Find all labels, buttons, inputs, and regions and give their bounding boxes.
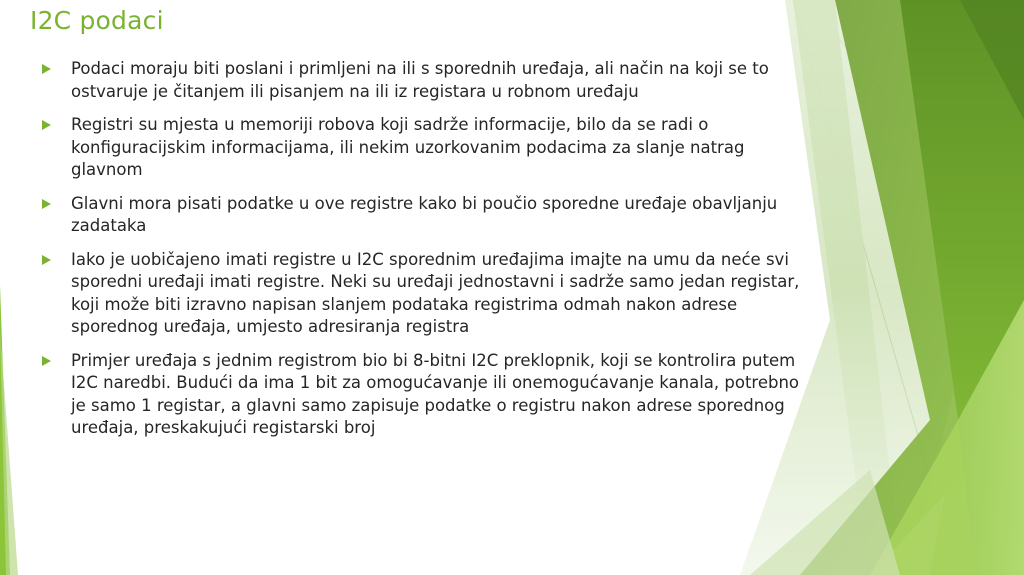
bullet-text: Iako je uobičajeno imati registre u I2C sporednim uređajima imajte na umu da neće svi sporedni uređaji imati registre. Neki su uređaji jednostavni i sadrže samo jedan registar, koji može biti izravno napisan slanjem podataka registrima odmah nakon adrese sporednog uređaja, umjesto adresiranja registra (71, 249, 800, 336)
triangle-arrow-icon (42, 356, 51, 366)
list-item (42, 350, 812, 440)
list-item (42, 193, 812, 238)
bullet-text: Glavni mora pisati podatke u ove registre kako bi poučio sporedne uređaje obavljanju zadataka (71, 193, 778, 235)
bullet-text: Registri su mjesta u memoriji robova koji sadrže informacije, bilo da se radi o konfiguracijskim informacijama, ili nekim uzorkovanim podacima za slanje natrag glavnom (71, 115, 745, 179)
triangle-arrow-icon (42, 199, 51, 209)
list-item (42, 58, 812, 103)
bullet-list (42, 58, 812, 451)
triangle-arrow-icon (42, 255, 51, 265)
slide-title: I2C podaci (30, 6, 164, 35)
list-item (42, 249, 812, 339)
bullet-text: Podaci moraju biti poslani i primljeni na ili s sporednih uređaja, ali način na koji se to ostvaruje je čitanjem ili pisanjem na ili iz registara u robnom uređaju (71, 59, 769, 101)
list-item (42, 114, 812, 182)
triangle-arrow-icon (42, 120, 51, 130)
triangle-arrow-icon (42, 64, 51, 74)
bullet-text: Primjer uređaja s jednim registrom bio bi 8-bitni I2C preklopnik, koji se kontrolira putem I2C naredbi. Budući da ima 1 bit za omogućavanje ili onemogućavanje kanala, potrebno je samo 1 registar, a glavni samo zapisuje podatke o registru nakon adrese sporednog uređaja, preskakujući registarski broj (71, 350, 800, 437)
